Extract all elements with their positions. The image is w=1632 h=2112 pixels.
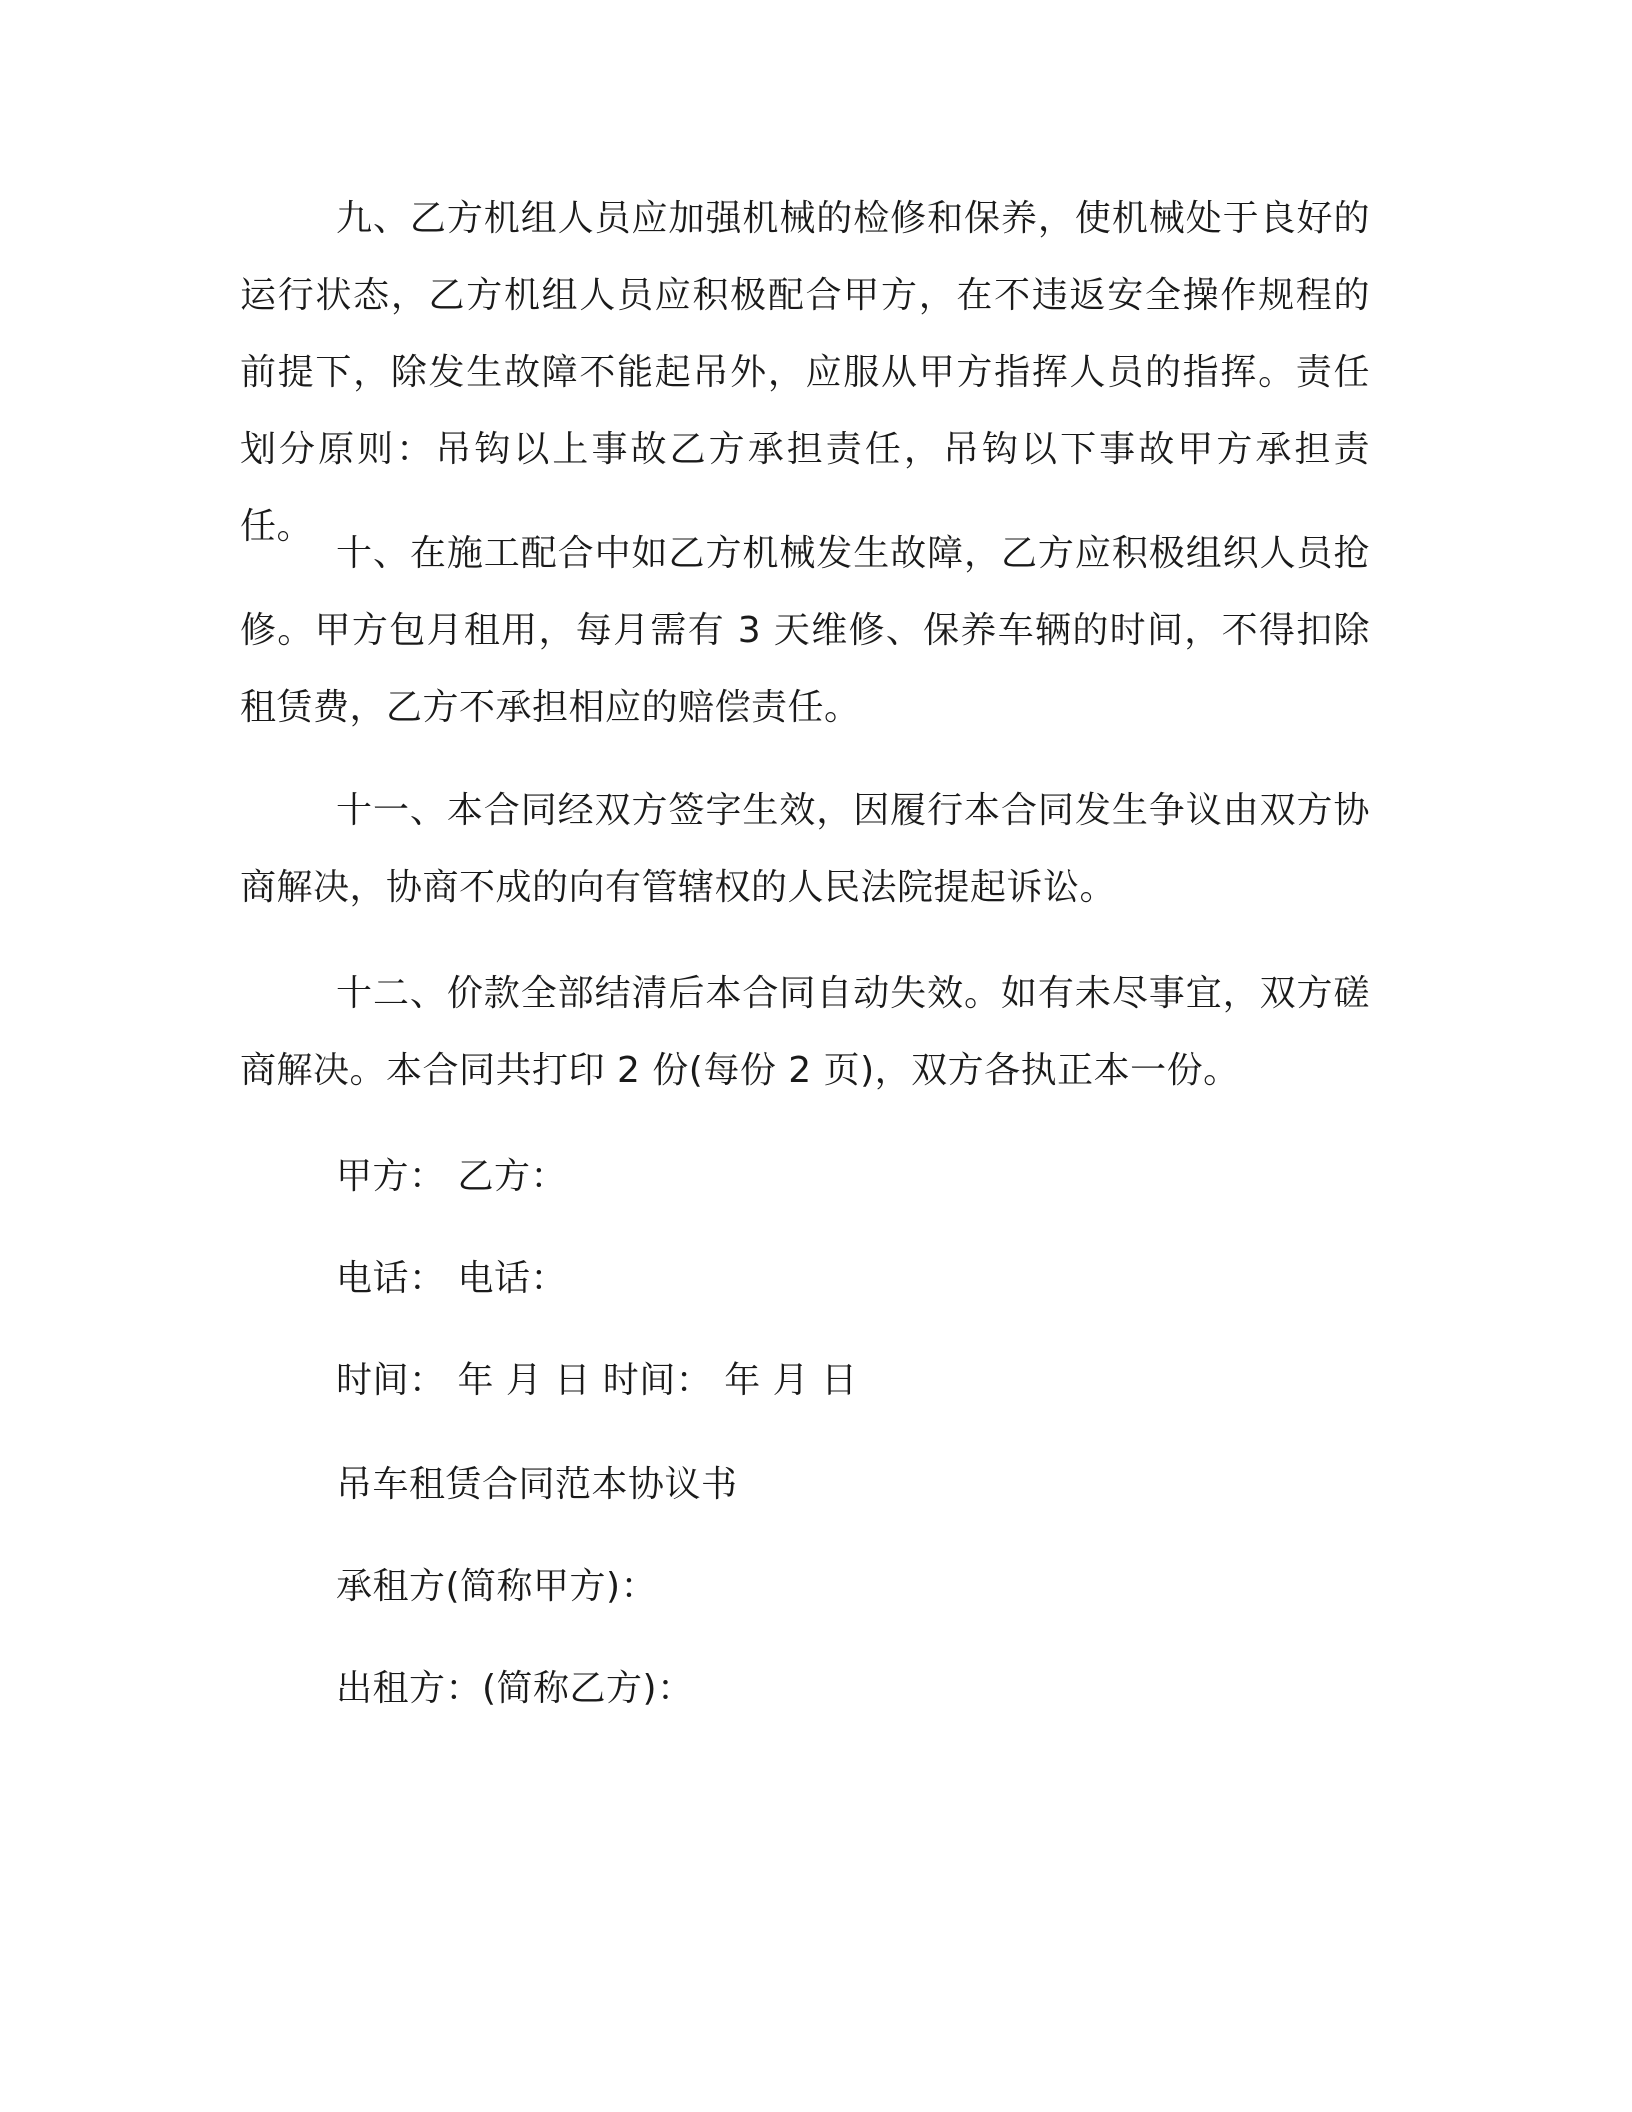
- next-document-title: 吊车租赁合同范本协议书: [336, 1464, 738, 1505]
- clause-12-paragraph: 十二、价款全部结清后本合同自动失效。如有未尽事宜，双方磋商解决。本合同共打印 2 份(每份 2 页)，双方各执正本一份。: [240, 973, 1370, 1091]
- signature-party-line: 甲方： 乙方：: [336, 1156, 567, 1197]
- signature-phone-line: 电话： 电话：: [336, 1258, 567, 1299]
- clause-11-paragraph: 十一、本合同经双方签字生效，因履行本合同发生争议由双方协商解决，协商不成的向有管辖权的人民法院提起诉讼。: [240, 790, 1370, 908]
- lessor-line: 出租方：(简称乙方)：: [336, 1668, 694, 1709]
- clause-9-paragraph: 九、乙方机组人员应加强机械的检修和保养，使机械处于良好的运行状态，乙方机组人员应积极配合甲方，在不违返安全操作规程的前提下，除发生故障不能起吊外，应服从甲方指挥人员的指挥。责任划分原则：吊钩以上事故乙方承担责任，吊钩以下事故甲方承担责任。: [240, 198, 1370, 547]
- clause-10-paragraph: 十、在施工配合中如乙方机械发生故障，乙方应积极组织人员抢修。甲方包月租用，每月需有 3 天维修、保养车辆的时间，不得扣除租赁费，乙方不承担相应的赔偿责任。: [240, 533, 1370, 728]
- signature-date-line: 时间： 年 月 日 时间： 年 月 日: [336, 1360, 858, 1401]
- lessee-line: 承租方(简称甲方)：: [336, 1566, 658, 1607]
